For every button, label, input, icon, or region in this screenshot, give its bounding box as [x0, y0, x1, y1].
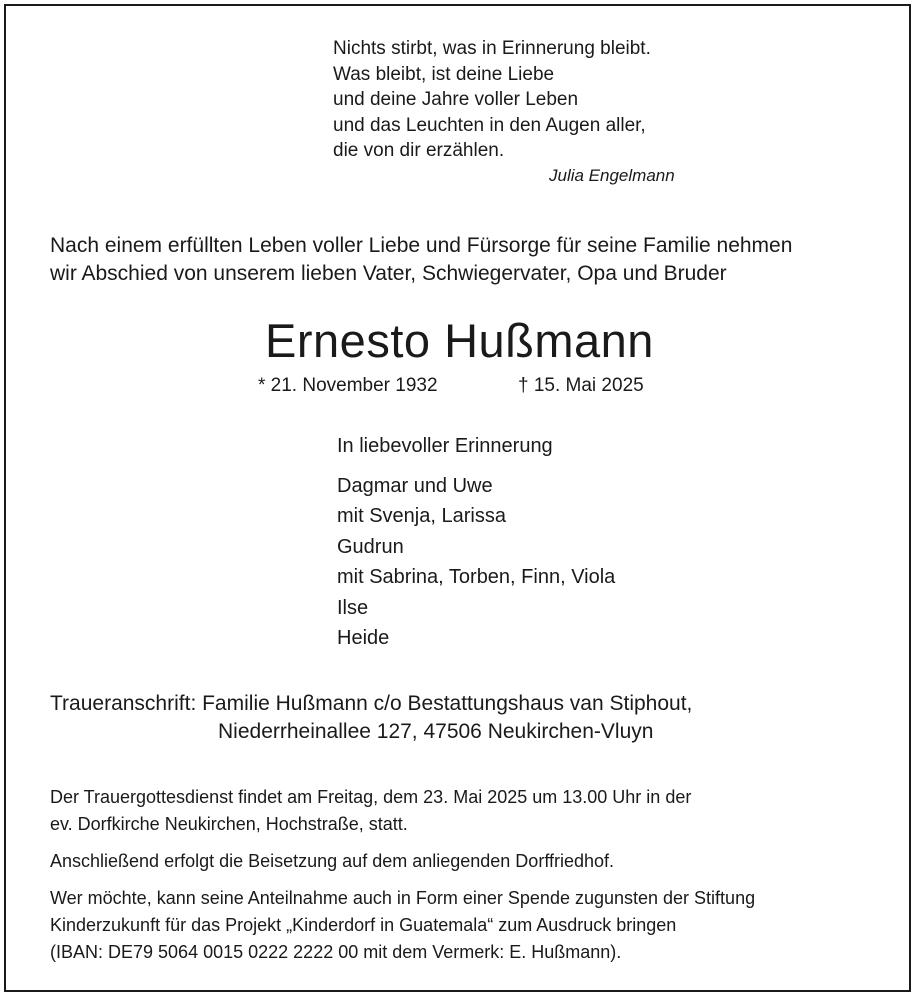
address-line: Niederrheinallee 127, 47506 Neukirchen-Vluyn	[218, 720, 654, 743]
mourning-address	[50, 690, 692, 746]
service-notes	[50, 784, 755, 966]
poem-line: und das Leuchten in den Augen aller,	[333, 114, 646, 136]
poem	[333, 36, 651, 164]
poem-line: die von dir erzählen.	[333, 140, 505, 161]
service-line: ev. Dorfkirche Neukirchen, Hochstraße, statt.	[50, 814, 408, 834]
mourner-line: Gudrun	[337, 535, 404, 558]
mourner-line: Heide	[337, 626, 390, 649]
poem-line: Was bleibt, ist deine Liebe	[333, 63, 555, 85]
mourner-line: mit Sabrina, Torben, Finn, Viola	[337, 566, 616, 589]
deceased-name: Ernesto Hußmann	[265, 314, 654, 367]
donation-line: Wer möchte, kann seine Anteilnahme auch in Form einer Spende zugunsten der Stiftung	[50, 888, 756, 908]
remembrance-heading: In liebevoller Erinnerung	[337, 435, 553, 457]
birth-date: * 21. November 1932	[258, 375, 438, 396]
donation-line: Kinderzukunft für das Projekt „Kinderdorf in Guatemala“ zum Ausdruck bringen	[50, 915, 677, 935]
mourner-line: Dagmar und Uwe	[337, 475, 493, 497]
intro-line: wir Abschied von unserem lieben Vater, Schwiegervater, Opa und Bruder	[50, 262, 727, 285]
service-line: Der Trauergottesdienst findet am Freitag, dem 23. Mai 2025 um 13.00 Uhr in der	[50, 787, 692, 807]
intro-text	[50, 232, 792, 288]
poem-line: Nichts stirbt, was in Erinnerung bleibt.	[333, 38, 651, 59]
death-date: † 15. Mai 2025	[518, 375, 644, 396]
address-line: Traueranschrift: Familie Hußmann c/o Bestattungshaus van Stiphout,	[50, 692, 693, 715]
mourner-line: Ilse	[337, 596, 369, 619]
poem-line: und deine Jahre voller Leben	[333, 89, 579, 110]
intro-line: Nach einem erfüllten Leben voller Liebe und Fürsorge für seine Familie nehmen	[50, 234, 793, 257]
donation-line: (IBAN: DE79 5064 0015 0222 2222 00 mit dem Vermerk: E. Hußmann).	[50, 942, 622, 962]
mourner-line: mit Svenja, Larissa	[337, 505, 506, 528]
mourners-list	[337, 471, 615, 653]
poem-author: Julia Engelmann	[549, 166, 675, 185]
burial-line: Anschließend erfolgt die Beisetzung auf dem anliegenden Dorffriedhof.	[50, 851, 615, 871]
